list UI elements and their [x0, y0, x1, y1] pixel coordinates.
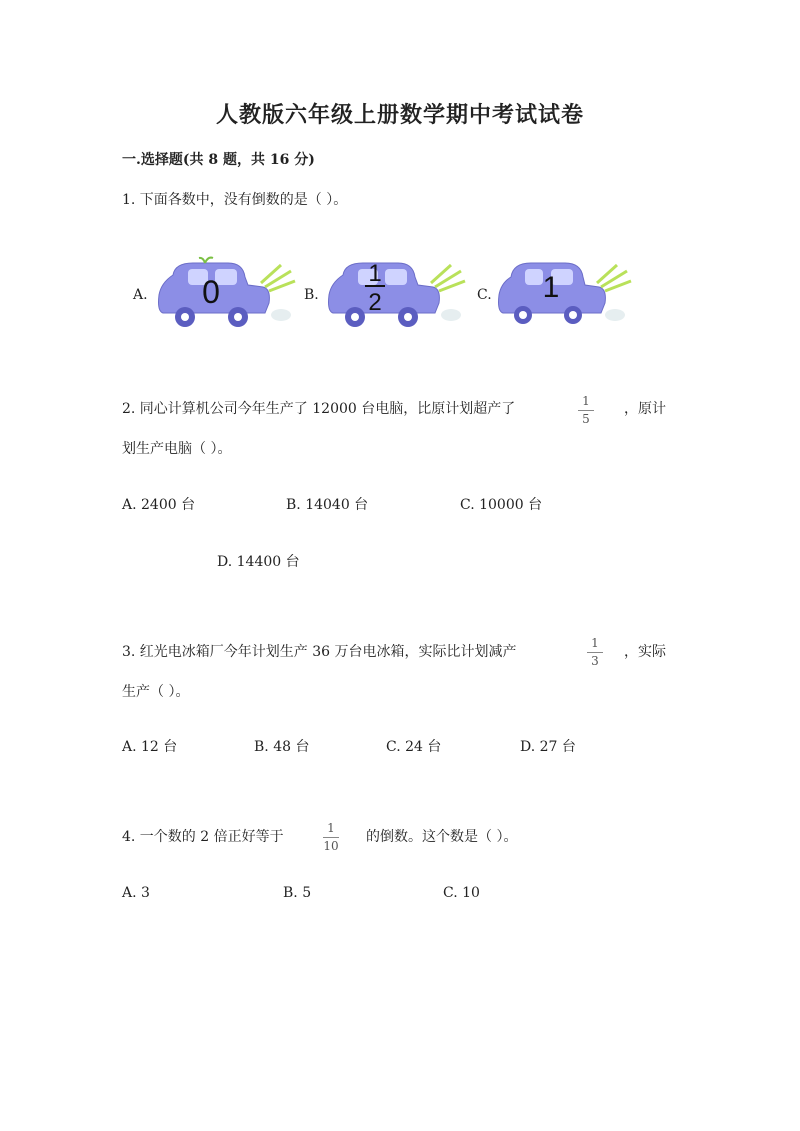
question-2-line-1-end: ，原计: [624, 401, 666, 417]
q1-option-b-label: B.: [304, 287, 319, 303]
q3-fraction-denominator: 3: [591, 654, 599, 668]
q1-option-b-car-denominator: 2: [368, 289, 382, 316]
question-2-line-2: 划生产电脑（ ）。: [122, 441, 232, 457]
question-3-line-1: 3. 红光电冰箱厂今年计划生产 36 万台电冰箱，实际比计划减产: [122, 644, 517, 660]
q2-option-a: A. 2400 台: [122, 497, 196, 513]
question-4-line-1-end: 的倒数。这个数是（ ）。: [366, 829, 518, 845]
q3-fraction-numerator: 1: [591, 636, 599, 650]
q1-option-a-car-number: 0: [202, 274, 220, 310]
fraction-bar: [578, 410, 594, 411]
q3-option-a: A. 12 台: [122, 739, 178, 755]
q2-fraction: [575, 395, 597, 426]
fraction-bar: [323, 837, 339, 838]
q1-option-a-label: A.: [133, 287, 148, 303]
q1-option-c-car-image: [495, 255, 645, 335]
q1-option-b-car-numerator: 1: [368, 260, 382, 287]
q2-fraction-numerator: 1: [582, 394, 590, 408]
q1-option-a-car-image: [153, 255, 303, 335]
q3-option-d: D. 27 台: [520, 739, 576, 755]
page-title: 人教版六年级上册数学期中考试试卷: [215, 102, 584, 128]
section-heading: 一.选择题(共 8 题，共 16 分): [122, 152, 315, 168]
q4-fraction-numerator: 1: [327, 821, 335, 835]
q3-option-c: C. 24 台: [386, 739, 442, 755]
q4-option-c: C. 10: [443, 885, 480, 901]
q4-fraction-denominator: 10: [323, 839, 339, 853]
q4-option-a: A. 3: [122, 885, 150, 901]
q3-option-b: B. 48 台: [254, 739, 310, 755]
q2-option-d: D. 14400 台: [217, 554, 300, 570]
q1-option-c-car-number: 1: [542, 271, 560, 304]
question-4-line-1: 4. 一个数的 2 倍正好等于: [122, 829, 284, 845]
question-3-line-1-end: ，实际: [624, 644, 666, 660]
question-3-line-2: 生产（ ）。: [122, 684, 190, 700]
q2-fraction-denominator: 5: [582, 412, 590, 426]
q2-option-c: C. 10000 台: [460, 497, 543, 513]
question-2-line-1: 2. 同心计算机公司今年生产了 12000 台电脑，比原计划超产了: [122, 401, 516, 417]
q4-fraction: [320, 822, 342, 853]
q1-option-b-car-image: [323, 255, 473, 335]
fraction-bar: [587, 652, 603, 653]
question-1-text: 1. 下面各数中，没有倒数的是（ ）。: [122, 192, 348, 208]
q4-option-b: B. 5: [283, 885, 312, 901]
q2-option-b: B. 14040 台: [286, 497, 369, 513]
q3-fraction: [584, 637, 606, 668]
q1-option-c-label: C.: [477, 287, 492, 303]
